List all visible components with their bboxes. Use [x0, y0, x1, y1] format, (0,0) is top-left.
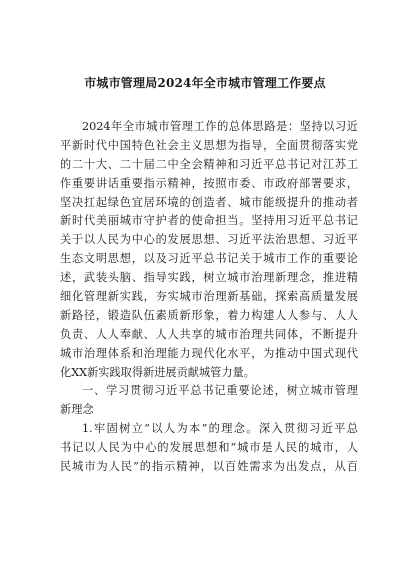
text-line: 述，武装头脑、指导实践，树立城市治理新理念，推进精 [60, 271, 358, 285]
text-line: 1.牢固树立“以人为本”的理念。深入贯彻习近平总 [82, 422, 358, 436]
text-line: 坚决扛起绿色宜居环境的创造者、城市能级提升的推动者 [60, 195, 358, 209]
text-line: 书记以人民为中心的发展思想和“城市是人民的城市，人 [60, 441, 358, 455]
text-line: 2024年全市城市管理工作的总体思路是：坚持以习近 [82, 120, 358, 133]
text-line: 细化管理新实践，夯实城市治理新基础，探索高质量发展 [60, 290, 358, 304]
text-line: 平新时代中国特色社会主义思想为指导，全面贯彻落实党 [60, 138, 358, 152]
text-line: 的二十大、二十届二中全会精神和习近平总书记对江苏工 [60, 157, 358, 171]
paragraph-intro [60, 118, 358, 382]
text-line: 新理念 [60, 403, 94, 417]
document-body [60, 118, 358, 477]
section-heading [60, 382, 358, 420]
text-line: 民城市为人民”的指示精神，以百姓需求为出发点，从百 [60, 460, 358, 474]
text-line: 城市治理体系和治理能力现代化水平，为推动中国式现代 [60, 346, 358, 360]
text-line: 新路径，锻造队伍素质新形象，着力构建人人参与、人人 [60, 308, 358, 322]
text-line: 一、学习贯彻习近平总书记重要论述，树立城市管理 [82, 384, 358, 398]
text-line: 作重要讲话重要指示精神，按照市委、市政府部署要求， [60, 176, 358, 190]
text-line: 关于以人民为中心的发展思想、习近平法治思想、习近平 [60, 233, 358, 247]
text-line: 化XX新实践取得新进展贡献城管力量。 [60, 365, 255, 379]
text-line: 新时代美丽城市守护者的使命担当。坚持用习近平总书记 [60, 214, 358, 228]
text-line: 生态文明思想，以及习近平总书记关于城市工作的重要论 [60, 252, 358, 266]
list-item [60, 420, 358, 477]
document-title: 市城市管理局2024年全市城市管理工作要点 [84, 76, 326, 90]
text-line: 负责、人人奉献、人人共享的城市治理共同体，不断提升 [60, 327, 358, 341]
